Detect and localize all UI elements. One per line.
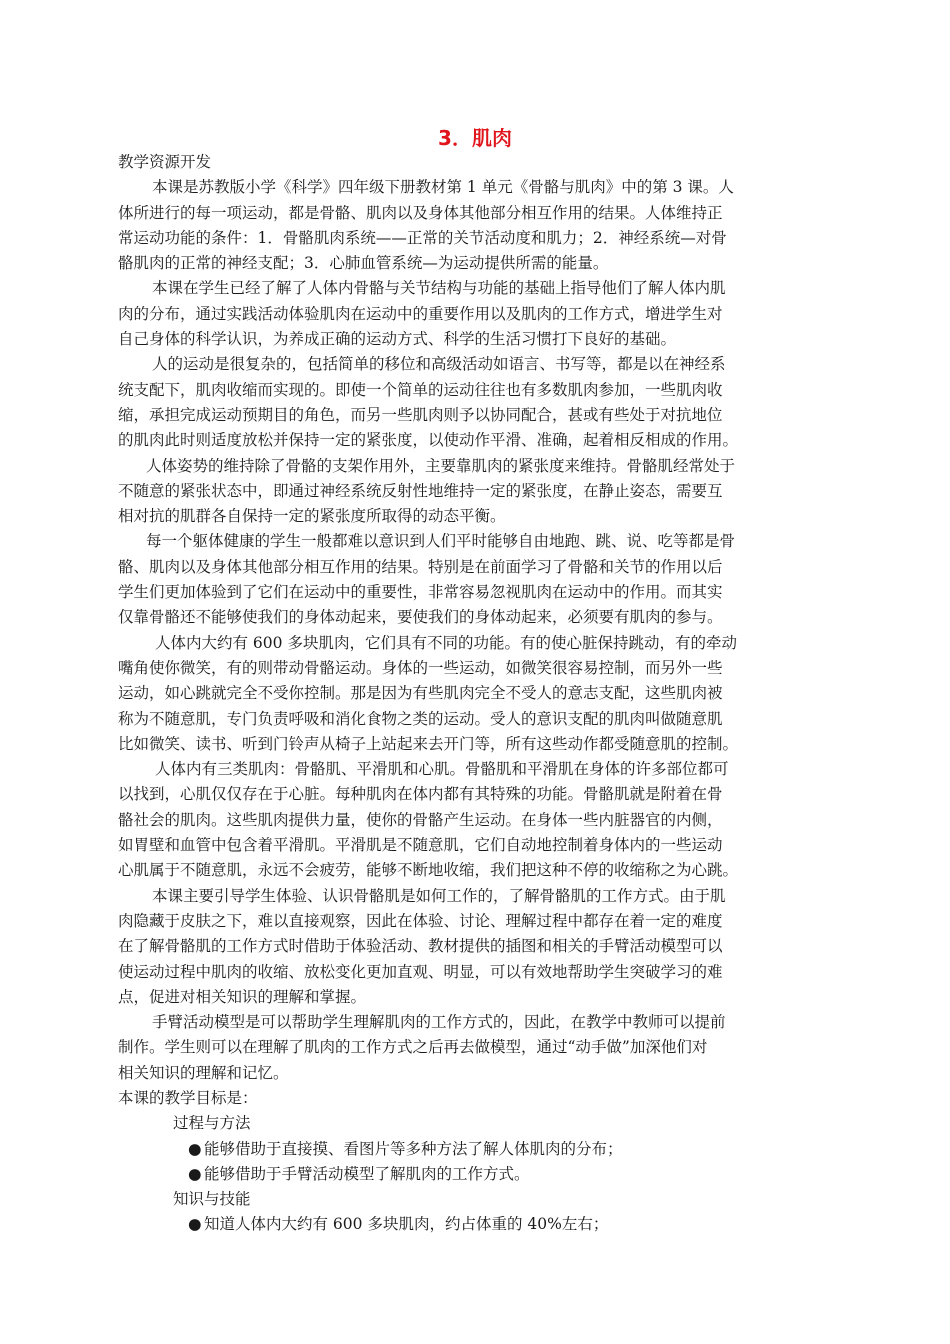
text-line: 本课的教学目标是： [118,1088,258,1107]
text-line: 心肌属于不随意肌，永远不会疲劳，能够不断地收缩，我们把这种不停的收缩称之为心跳。 [118,861,739,880]
text-line: 以找到，心肌仅仅存在于心脏。每种肌肉在体内都有其特殊的功能。骨骼肌就是附着在骨 [118,785,723,804]
text-line: 手臂活动模型是可以帮助学生理解肌肉的工作方式的，因此，在教学中教师可以提前 [152,1013,726,1032]
text-line: 不随意的紧张状态中，即通过神经系统反射性地维持一定的紧张度，在静止姿态，需要互 [118,481,723,500]
text-line: 骼社会的肌肉。这些肌肉提供力量，使你的骨骼产生运动。在身体一些内脏器官的内侧， [118,810,723,829]
document-body [118,150,808,1238]
bullet-icon: ● [188,1215,202,1234]
text-line: 点，促进对相关知识的理解和掌握。 [118,987,367,1006]
text-line: 每一个躯体健康的学生一般都难以意识到人们平时能够自由地跑、跳、说、吃等都是骨 [146,532,736,551]
bullet-icon: ● [188,1164,202,1183]
text-line: 骼肌肉的正常的神经支配；3．心肺血管系统—为运动提供所需的能量。 [118,254,609,273]
text-line: 人体内大约有 600 多块肌肉，它们具有不同的功能。有的使心脏保持跳动，有的牵动 [155,633,737,652]
section-heading: 教学资源开发 [118,153,212,171]
text-line: 运动，如心跳就完全不受你控制。那是因为有些肌肉完全不受人的意志支配，这些肌肉被 [118,684,723,703]
text-line: 肉隐藏于皮肤之下，难以直接观察，因此在体验、讨论、理解过程中都存在着一定的难度 [118,911,723,930]
text-line: 比如微笑、读书、听到门铃声从椅子上站起来去开门等，所有这些动作都受随意肌的控制。 [118,734,739,753]
text-line: 本课主要引导学生体验、认识骨骼肌是如何工作的，了解骨骼肌的工作方式。由于肌 [152,886,726,905]
bullet-item [118,1162,808,1187]
text-line: 缩，承担完成运动预期目的角色，而另一些肌肉则予以协同配合，甚或有些处于对抗地位 [118,405,723,424]
text-line: 本课是苏教版小学《科学》四年级下册教材第 1 单元《骨骼与肌肉》中的第 3 课。人 [152,178,734,197]
text-line: 人的运动是很复杂的，包括简单的移位和高级活动如语言、书写等，都是以在神经系 [152,355,726,374]
text-line: 常运动功能的条件：1．骨骼肌肉系统——正常的关节活动度和肌力；2．神经系统—对骨 [118,228,727,247]
paragraph-lines [118,175,808,1237]
bullet-icon: ● [188,1139,202,1158]
text-line: 相关知识的理解和记忆。 [118,1063,289,1082]
text-line: 嘴角使你微笑，有的则带动骨骼运动。身体的一些运动，如微笑很容易控制，而另外一些 [118,658,723,677]
text-line: 如胃壁和血管中包含着平滑肌。平滑肌是不随意肌，它们自动地控制着身体内的一些运动 [118,836,723,855]
bullet-text: 能够借助于直接摸、看图片等多种方法了解人体肌肉的分布； [204,1139,623,1158]
page-title: 3．肌肉 [438,126,512,150]
text-line: 学生们更加体验到了它们在运动中的重要性，非常容易忽视肌肉在运动中的作用。而其实 [118,583,723,602]
bullet-text: 知道人体内大约有 600 多块肌肉，约占体重的 40%左右； [204,1215,609,1234]
bullet-text: 能够借助于手臂活动模型了解肌肉的工作方式。 [204,1164,530,1183]
bullet-item [118,1212,808,1237]
text-line: 肉的分布，通过实践活动体验肌肉在运动中的重要作用以及肌肉的工作方式，增进学生对 [118,304,723,323]
text-line: 人体姿势的维持除了骨骼的支架作用外，主要靠肌肉的紧张度来维持。骨骼肌经常处于 [146,456,736,475]
text-line: 称为不随意肌，专门负责呼吸和消化食物之类的运动。受人的意识支配的肌肉叫做随意肌 [118,709,723,728]
text-line: 的肌肉此时则适度放松并保持一定的紧张度，以使动作平滑、准确，起着相反相成的作用。 [118,431,739,450]
text-line: 骼、肌肉以及身体其他部分相互作用的结果。特别是在前面学习了骨骼和关节的作用以后 [118,557,723,576]
text-line: 在了解骨骼肌的工作方式时借助于体验活动、教材提供的插图和相关的手臂活动模型可以 [118,937,723,956]
text-line: 仅靠骨骼还不能够使我们的身体动起来，要使我们的身体动起来，必须要有肌肉的参与。 [118,608,723,627]
text-line: 使运动过程中肌肉的收缩、放松变化更加直观、明显，可以有效地帮助学生突破学习的难 [118,962,723,981]
text-line: 本课在学生已经了解了人体内骨骼与关节结构与功能的基础上指导他们了解人体内肌 [152,279,726,298]
subsection-heading: 知识与技能 [173,1190,251,1209]
text-line: 人体内有三类肌肉：骨骼肌、平滑肌和心肌。骨骼肌和平滑肌在身体的许多部位都可 [155,760,729,779]
text-line: 体所进行的每一项运动，都是骨骼、肌肉以及身体其他部分相互作用的结果。人体维持正 [118,203,723,222]
text-line: 相对抗的肌群各自保持一定的紧张度所取得的动态平衡。 [118,507,506,526]
bullet-item [118,1137,808,1162]
text-line: 统支配下，肌肉收缩而实现的。即使一个简单的运动往往也有多数肌肉参加，一些肌肉收 [118,380,723,399]
text-line: 制作。学生则可以在理解了肌肉的工作方式之后再去做模型，通过“动手做”加深他们对 [118,1038,708,1057]
text-line: 自己身体的科学认识，为养成正确的运动方式、科学的生活习惯打下良好的基础。 [118,330,677,349]
subsection-heading: 过程与方法 [173,1114,251,1133]
